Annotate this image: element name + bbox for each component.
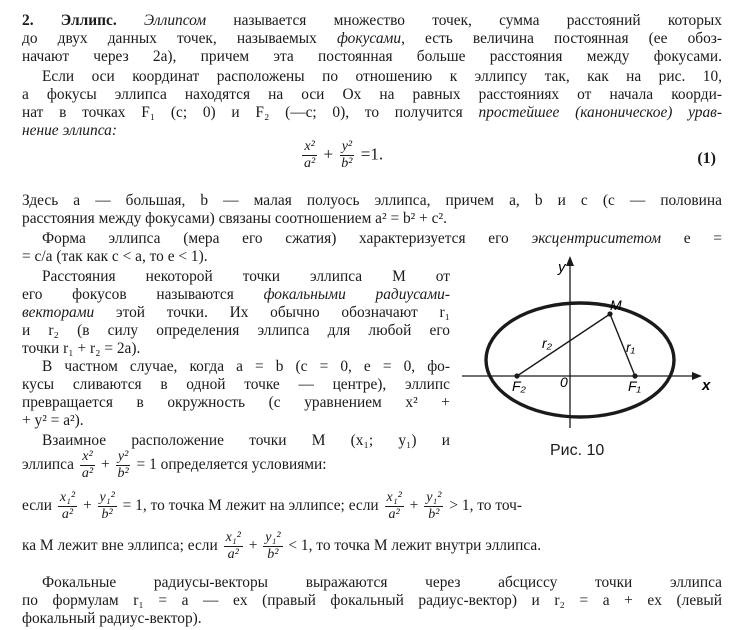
label-f1: F₁: [628, 378, 641, 394]
para5-line-3: векторами этой точки. Их обычно обозначают r₁: [22, 304, 450, 321]
para2-line-1: Если оси координат расположены по отношению к эллипсу так, как на рис. 10,: [42, 68, 722, 85]
para7-line-1: Взаимное расположение точки M (x₁; y₁) и: [42, 432, 450, 449]
section-line-3: начают через 2a), причем эта постоянная больше расстояния между фокусами.: [22, 48, 722, 65]
label-origin: 0: [560, 374, 568, 390]
label-m: M: [610, 297, 622, 313]
figure-ellipse: [460, 256, 730, 466]
label-r2: r₂: [542, 335, 553, 351]
x-axis-arrow-icon: [692, 372, 702, 380]
section-title: Эллипс.: [60, 12, 117, 29]
condition-line-1: если $\frac{\text{x₁²}}{\text{a²}}$ + $\frac{\text{y₁²}}{\text{b²}}$ = 1, то точка M лежит на эллипсе; если $\frac{\text{x₁²}}{\text{a²}}$ + $\frac{\text{y₁²}}{\text{b²}}$ > 1, то точ-: [22, 489, 523, 522]
term-ellipse: Эллипсом: [143, 12, 207, 29]
label-y: y: [558, 259, 566, 276]
equation-canonical: $\frac{\text{x²}}{\text{a²}}$ + $\frac{\text{y²}}{\text{b²}}$ =1.: [304, 139, 384, 171]
label-r1: r₁: [626, 339, 636, 355]
term-eccentricity: эксцентриситетом: [531, 230, 662, 247]
radius-r2: [517, 314, 610, 376]
para8-line-3: фокальный радиус-вектор).: [22, 610, 202, 627]
para6-line-2: кусы сливаются в одной точке — центре), эллипс: [22, 376, 450, 393]
para6-line-4: + y² = a²).: [22, 412, 84, 429]
section-line-2: до двух данных точек, называемых фокусами, есть величина постоянная (ее обоз-: [22, 30, 722, 47]
para2-line-4: нение эллипса:: [22, 122, 117, 139]
y-axis-arrow-icon: [566, 256, 574, 266]
para2-line-3: нат в точках F₁ (c; 0) и F₂ (—c; 0), то получится простейшее (каноническое) урав-: [22, 104, 722, 121]
para3-line-2: расстояния между фокусами) связаны соотношением a² = b² + c².: [22, 210, 447, 227]
label-f2: F₂: [512, 378, 526, 394]
figure-caption: Рис. 10: [550, 442, 605, 459]
para5-line-5: точки r₁ + r₂ = 2a).: [22, 340, 141, 357]
para4-line-2: = c/a (так как c < a, то e < 1).: [22, 248, 208, 265]
term-foci: фокусами: [336, 30, 402, 47]
equation-number: (1): [697, 150, 716, 167]
para8-line-2: по формулам r₁ = a — ex (правый фокальный радиус-вектор) и r₂ = a + ex (левый: [22, 592, 722, 609]
ellipse-curve: [486, 303, 674, 417]
para6-line-3: превращается в окружность (с уравнением x² +: [22, 394, 450, 411]
para8-line-1: Фокальные радиусы-векторы выражаются через абсциссу точки эллипса: [42, 574, 722, 591]
para4-line-1: Форма эллипса (мера его сжатия) характеризуется его эксцентриситетом e =: [42, 230, 722, 247]
para6-line-1: В частном случае, когда a = b (c = 0, e = 0, фо-: [42, 358, 450, 375]
para2-line-2: а фокусы эллипса находятся на оси Ox на равных расстояниях от начала коорди-: [22, 86, 722, 103]
para5-line-2: его фокусов называются фокальными радиусами-: [22, 286, 451, 303]
para5-line-4: и r₂ (в силу определения эллипса для любой его: [22, 322, 450, 339]
condition-line-2: ка M лежит вне эллипса; если $\frac{\text{x₁²}}{\text{a²}}$ + $\frac{\text{y₁²}}{\text{b²}}$ < 1, то точка M лежит внутри эллипса.: [22, 529, 542, 562]
section-number: 2.: [22, 12, 34, 29]
para5-line-1: Расстояния некоторой точки эллипса M от: [42, 268, 450, 285]
label-x: x: [702, 377, 711, 394]
para7-line-2: эллипса $\frac{\text{x²}}{\text{a²}}$ + $\frac{\text{y²}}{\text{b²}}$ = 1 определяется условиями:: [22, 448, 327, 481]
section-line-1: 2. Эллипс. Эллипсом называется множество точек, сумма расстояний которых: [22, 12, 722, 29]
para3-line-1: Здесь a — большая, b — малая полуось эллипса, причем a, b и c (c — половина: [22, 192, 722, 209]
